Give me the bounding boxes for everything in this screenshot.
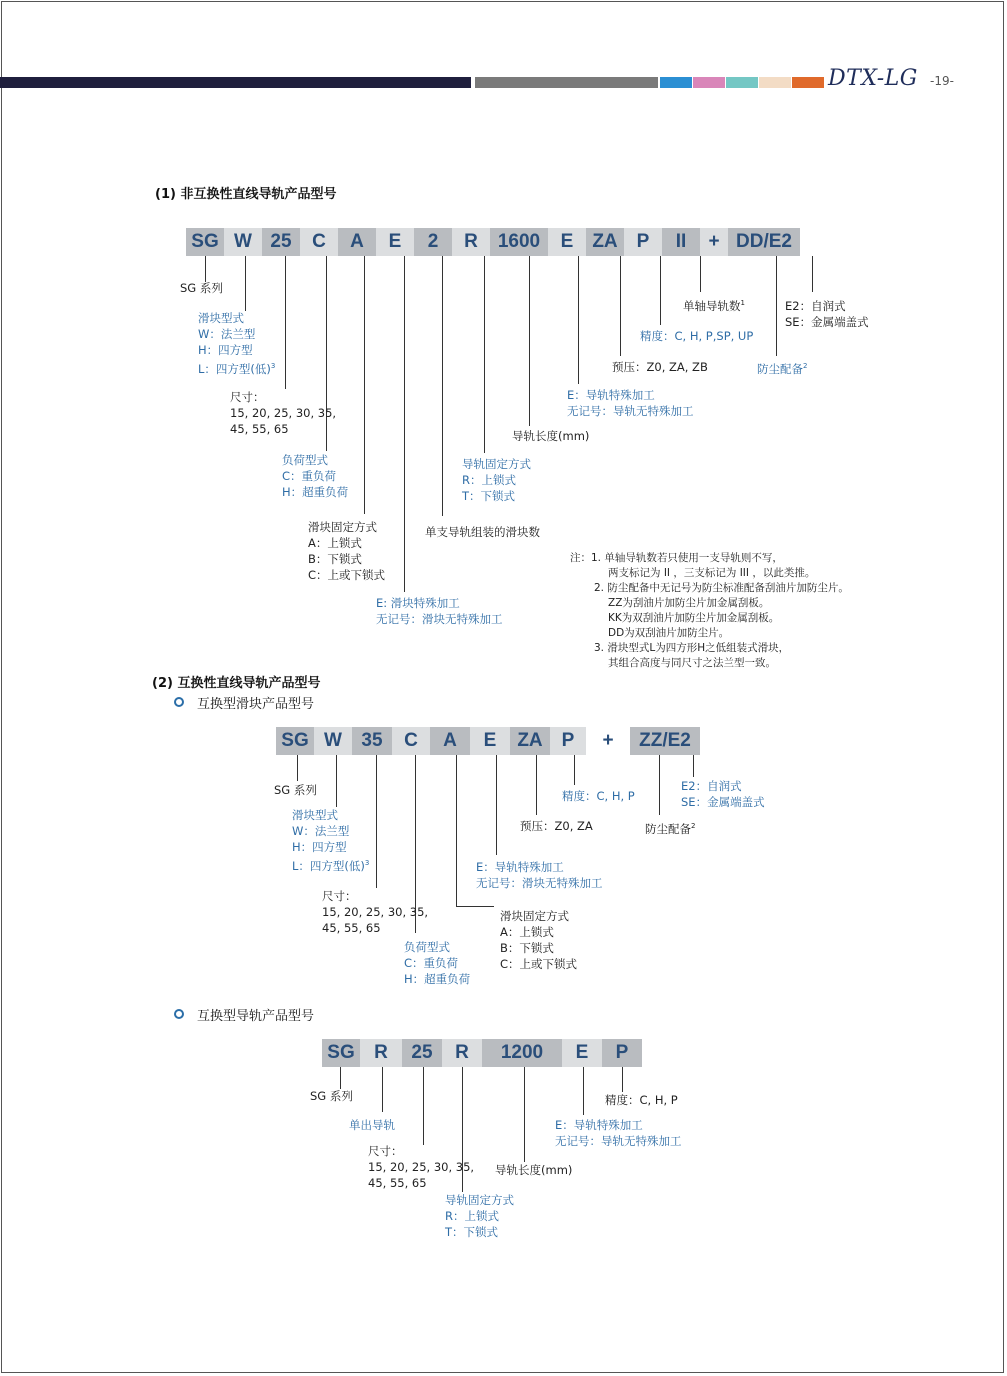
leader-line [205, 256, 206, 282]
leader-line [423, 1067, 424, 1145]
header-bar-teal [726, 77, 758, 88]
label-load-type: 负荷型式 C：重负荷 H：超重负荷 [282, 453, 349, 499]
label-rail-length: 导轨长度(mm) [512, 429, 590, 443]
label-accuracy: 精度：C, H, P [605, 1093, 678, 1107]
subsection-rail-title: 互换型导轨产品型号 [197, 1009, 315, 1024]
code-swap-rail [322, 1039, 642, 1067]
leader-line [660, 256, 661, 325]
section2-title: (2) 互换性直线导轨产品型号 [152, 676, 321, 691]
leader-line [529, 256, 530, 426]
code-cell: E [562, 1039, 602, 1067]
code-cell: R [442, 1039, 482, 1067]
label-block-special: E：导轨特殊加工 无记号：滑块无特殊加工 [476, 860, 603, 890]
label-preload: 预压：Z0, ZA [520, 819, 593, 833]
code-cell: 35 [352, 727, 392, 755]
leader-line [285, 256, 286, 389]
leader-line [700, 256, 701, 292]
code-nonswap [186, 228, 800, 256]
label-dust: 防尘配备$^2$ [645, 821, 696, 836]
leader-line [456, 755, 457, 906]
code-cell: P [550, 727, 586, 755]
label-accuracy: 精度：C, H, P,SP, UP [640, 329, 754, 343]
label-dust: 防尘配备$^2$ [757, 361, 808, 376]
leader-line [776, 256, 777, 356]
section1-title: (1) 非互换性直线导轨产品型号 [155, 187, 337, 202]
code-cell: R [452, 228, 490, 256]
code-cell: DD/E2 [728, 228, 800, 256]
label-block-fix: 滑块固定方式 A：上锁式 B：下锁式 C：上或下锁式 [308, 520, 386, 582]
code-cell: A [430, 727, 470, 755]
label-rail-fix: 导轨固定方式 R：上锁式 T：下锁式 [445, 1193, 514, 1239]
label-block-fix: 滑块固定方式 A：上锁式 B：下锁式 C：上或下锁式 [500, 909, 578, 971]
label-accuracy: 精度：C, H, P [562, 789, 635, 803]
leader-line [536, 755, 537, 815]
label-series: SG 系列 [310, 1089, 353, 1103]
label-endcap: E2：自润式 SE：金属端盖式 [785, 299, 869, 329]
leader-line [583, 1067, 584, 1115]
code-cell: E [470, 727, 510, 755]
label-block-type: 滑块型式 W：法兰型 H：四方型 L：四方型(低)$^3$ [198, 311, 276, 376]
brand-logo: DTX-LG [828, 66, 918, 91]
leader-line [693, 755, 694, 777]
code-cell: II [662, 228, 700, 256]
header-bar-dark [0, 77, 471, 88]
leader-line [340, 1067, 341, 1089]
label-block-special: E: 滑块特殊加工 无记号：滑块无特殊加工 [376, 596, 503, 626]
code-cell: SG [186, 228, 224, 256]
page-number: -19- [930, 74, 954, 88]
leader-line [622, 1067, 623, 1092]
code-cell: 2 [414, 228, 452, 256]
leader-line [524, 1067, 525, 1162]
label-load-type: 负荷型式 C：重负荷 H：超重负荷 [404, 940, 471, 986]
label-size: 尺寸： 15, 20, 25, 30, 35, 45, 55, 65 [322, 889, 429, 935]
label-size: 尺寸： 15, 20, 25, 30, 35, 45, 55, 65 [368, 1144, 475, 1190]
code-cell: SG [276, 727, 314, 755]
code-cell: + [602, 730, 614, 751]
leader-line [336, 755, 337, 807]
header-bar-pink [693, 77, 725, 88]
leader-line [456, 906, 494, 907]
leader-line [484, 256, 485, 453]
code-swap-block [276, 727, 700, 755]
leader-line [659, 755, 660, 815]
leader-line [620, 256, 621, 356]
leader-line [578, 256, 579, 384]
label-rail-special: E：导轨特殊加工 无记号：导轨无特殊加工 [567, 388, 694, 418]
header-bar-gray [475, 77, 658, 88]
label-axis-rails: 单轴导轨数$^1$ [683, 298, 745, 313]
code-cell: R [360, 1039, 402, 1067]
code-cell: ZA [510, 727, 550, 755]
label-rail-length: 导轨长度(mm) [495, 1163, 573, 1177]
leader-line [496, 755, 497, 855]
bullet-icon [174, 697, 184, 707]
code-cell: W [224, 228, 262, 256]
code-cell: P [624, 228, 662, 256]
leader-line [376, 755, 377, 888]
leader-line [382, 1067, 383, 1112]
label-single-rail: 单出导轨 [349, 1118, 395, 1132]
code-cell: P [602, 1039, 642, 1067]
code-cell: C [392, 727, 430, 755]
leader-line [245, 256, 246, 311]
leader-line [404, 256, 405, 592]
code-cell: A [338, 228, 376, 256]
label-size: 尺寸： 15, 20, 25, 30, 35, 45, 55, 65 [230, 390, 337, 436]
code-cell: 25 [402, 1039, 442, 1067]
code-cell: W [314, 727, 352, 755]
header-bar-cream [759, 77, 791, 88]
code-cell: 1200 [482, 1039, 562, 1067]
code-cell: ZA [586, 228, 624, 256]
code-cell: SG [322, 1039, 360, 1067]
subsection-block-title: 互换型滑块产品型号 [197, 697, 315, 712]
code-cell: ZZ/E2 [630, 727, 700, 755]
leader-line [442, 256, 443, 516]
header-bar-orange [792, 77, 824, 88]
code-cell: + [700, 228, 728, 256]
leader-line [364, 256, 365, 514]
code-cell: 25 [262, 228, 300, 256]
leader-line [812, 256, 813, 292]
label-endcap: E2：自润式 SE：金属端盖式 [681, 779, 765, 809]
label-block-type: 滑块型式 W：法兰型 H：四方型 L：四方型(低)$^3$ [292, 808, 370, 873]
notes-block: 注：1. 单轴导轨数若只使用一支导轨则不写， 两支标记为 II ，三支标记为 III ，以此类推。 2. 防尘配备中无记号为防尘标准配备刮油片加防尘片。 ZZ为刮油片加防尘片加金属刮板。 KK为双刮油片加防尘片加金属刮板。 DD为双刮油片加防尘片。 3. 滑块型式L为四方形H之低组装式滑块， 其组合高度与同尺寸之法兰型一致。 [570, 552, 849, 669]
label-series: SG 系列 [274, 783, 317, 797]
label-preload: 预压：Z0, ZA, ZB [612, 360, 708, 374]
label-block-count: 单支导轨组装的滑块数 [425, 525, 540, 539]
code-cell: 1600 [490, 228, 548, 256]
label-series: SG 系列 [180, 281, 223, 295]
header-bar-blue [660, 77, 692, 88]
leader-line [574, 755, 575, 785]
code-cell: E [548, 228, 586, 256]
bullet-icon [174, 1009, 184, 1019]
leader-line [297, 755, 298, 781]
code-cell: E [376, 228, 414, 256]
label-rail-fix: 导轨固定方式 R：上锁式 T：下锁式 [462, 457, 531, 503]
label-rail-special: E：导轨特殊加工 无记号：导轨无特殊加工 [555, 1118, 682, 1148]
code-cell: C [300, 228, 338, 256]
